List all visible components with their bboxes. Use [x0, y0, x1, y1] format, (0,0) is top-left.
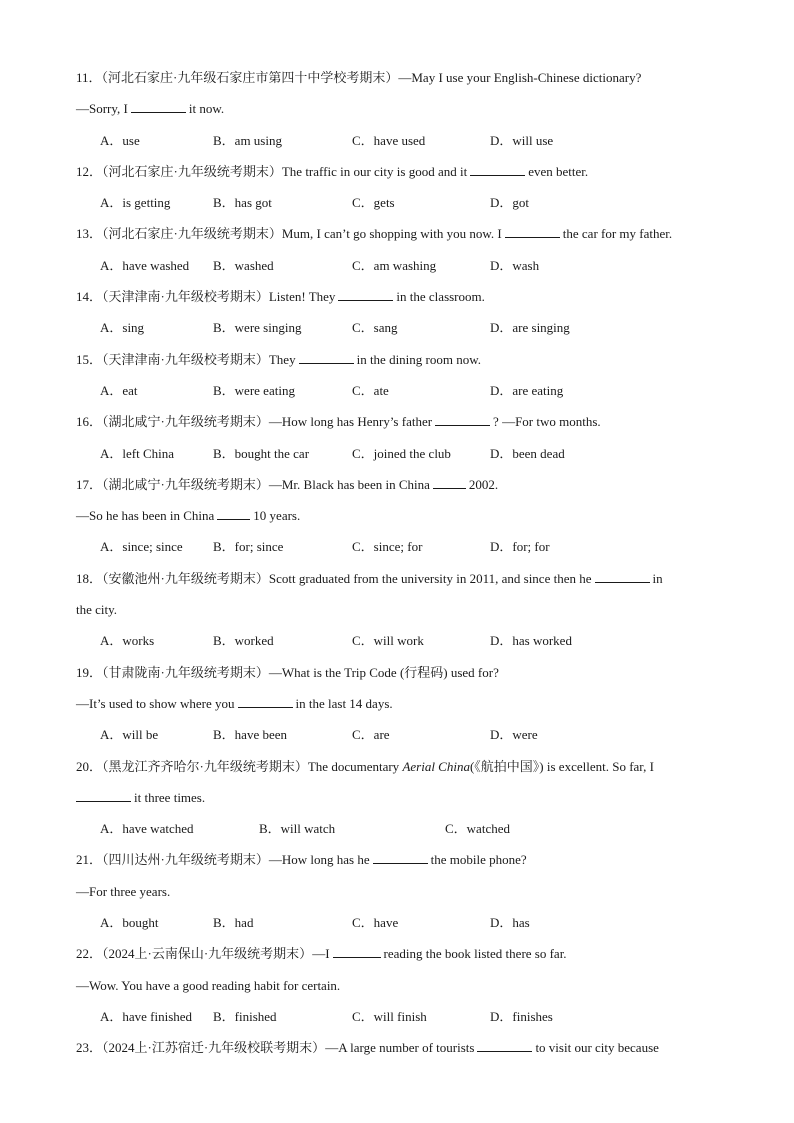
options-row	[76, 719, 726, 750]
question-number: 13．	[76, 226, 103, 242]
question-text: in the classroom.	[396, 289, 485, 305]
question-text: Listen! They	[268, 289, 336, 305]
option-b: B．has got	[213, 195, 272, 211]
option-b: B．for; since	[213, 539, 284, 555]
answer-blank	[477, 1039, 532, 1052]
question-text: —Mr. Black has been in China	[268, 476, 430, 492]
question-text: it now.	[188, 101, 225, 117]
option-b: B．had	[213, 915, 254, 931]
option-a: A．have watched	[100, 821, 194, 837]
option-c: C．have used	[352, 132, 426, 148]
option-c: C．am washing	[352, 257, 437, 273]
options-row	[76, 250, 726, 281]
answer-blank	[505, 225, 560, 238]
question-text: —Sorry, I	[76, 101, 128, 117]
option-a: A．eat	[100, 382, 138, 398]
option-b: B．bought the car	[213, 445, 310, 461]
option-c: C．are	[352, 727, 390, 743]
option-c: C．since; for	[352, 539, 423, 555]
option-d: D．got	[490, 195, 530, 211]
question-13	[76, 218, 726, 249]
option-d: D．were	[490, 727, 538, 743]
option-b: B．finished	[213, 1008, 277, 1024]
question-number: 22．	[76, 946, 103, 962]
question-source: （甘肃陇南·九年级统考期末）	[102, 664, 269, 680]
question-number: 17．	[76, 476, 103, 492]
answer-blank	[333, 945, 381, 958]
options-row	[76, 312, 726, 343]
documentary-title: Aerial China	[402, 758, 470, 774]
question-text: ? —For two months.	[493, 414, 601, 430]
answer-blank	[433, 476, 466, 489]
question-text: it three times.	[134, 789, 206, 805]
answer-blank	[338, 288, 393, 301]
question-text: the car for my father.	[562, 226, 673, 242]
question-number: 19．	[76, 664, 103, 680]
option-d: D．are singing	[490, 320, 570, 336]
question-text: 10 years.	[253, 508, 301, 524]
question-19	[76, 657, 726, 688]
question-source: （2024上·云南保山·九年级统考期末）	[102, 946, 313, 962]
question-21	[76, 844, 726, 875]
question-number: 11．	[76, 70, 102, 85]
option-d: D．finishes	[490, 1008, 553, 1024]
question-14	[76, 281, 726, 312]
answer-blank	[76, 789, 131, 802]
question-source: （黑龙江齐齐哈尔·九年级统考期末）	[102, 758, 308, 774]
options-row	[76, 1001, 726, 1032]
option-c: C．joined the club	[352, 445, 451, 461]
question-text: Mum, I can’t go shopping with you now. I	[281, 226, 502, 242]
option-b: B．worked	[213, 633, 274, 649]
option-a: A．since; since	[100, 539, 183, 555]
option-d: D．are eating	[490, 382, 564, 398]
question-text: —For three years.	[76, 883, 171, 899]
options-row	[76, 907, 726, 938]
question-12	[76, 156, 726, 187]
question-text: —So he has been in China	[76, 508, 215, 524]
question-22	[76, 938, 726, 969]
option-d: D．for; for	[490, 539, 550, 555]
option-d: D．wash	[490, 257, 540, 273]
question-17	[76, 469, 726, 500]
question-19-line-2	[76, 688, 726, 719]
question-23	[76, 1032, 726, 1063]
option-d: D．will use	[490, 132, 554, 148]
question-text: to visit our city because	[535, 1040, 659, 1056]
answer-blank	[217, 507, 250, 520]
question-source: （河北石家庄·九年级石家庄市第四十中学校考期末）	[101, 70, 399, 85]
question-list	[76, 62, 726, 1064]
option-c: C．will finish	[352, 1008, 427, 1024]
answer-blank	[238, 695, 293, 708]
question-20	[76, 751, 726, 782]
question-22-line-2	[76, 970, 726, 1001]
options-row	[76, 187, 726, 218]
option-b: B．washed	[213, 257, 274, 273]
option-d: D．been dead	[490, 445, 565, 461]
question-source: （湖北咸宁·九年级统考期末）	[102, 414, 269, 430]
options-row	[76, 375, 726, 406]
question-text: —May I use your English-Chinese dictionary?	[398, 70, 642, 85]
question-text: —Wow. You have a good reading habit for certain.	[76, 977, 341, 993]
question-source: （2024上·江苏宿迁·九年级校联考期末）	[102, 1040, 326, 1056]
options-row	[76, 531, 726, 562]
option-b: B．will watch	[259, 821, 336, 837]
answer-blank	[470, 163, 525, 176]
question-text: in	[652, 570, 663, 586]
answer-blank	[435, 413, 490, 426]
option-c: C．gets	[352, 195, 395, 211]
option-a: A．is getting	[100, 195, 171, 211]
option-c: C．watched	[445, 821, 510, 837]
question-text: the city.	[76, 602, 118, 618]
question-source: （四川达州·九年级统考期末）	[102, 852, 269, 868]
question-18-line-2	[76, 594, 726, 625]
question-text: the mobile phone?	[430, 852, 527, 868]
question-text: —How long has Henry’s father	[268, 414, 433, 430]
answer-blank	[595, 570, 650, 583]
question-text: The documentary	[307, 758, 400, 774]
question-number: 12．	[76, 163, 103, 179]
option-a: A．have washed	[100, 257, 190, 273]
question-21-line-2	[76, 876, 726, 907]
options-row	[76, 125, 726, 156]
option-a: A．works	[100, 633, 155, 649]
question-source: （天津津南·九年级校考期末）	[102, 289, 269, 305]
question-16	[76, 406, 726, 437]
options-row	[76, 813, 726, 844]
question-text: Scott graduated from the university in 2011, and since then he	[268, 570, 592, 586]
question-source: （安徽池州·九年级统考期末）	[102, 570, 269, 586]
option-c: C．will work	[352, 633, 424, 649]
question-number: 23．	[76, 1040, 103, 1056]
option-a: A．left China	[100, 445, 175, 461]
question-text: in the dining room now.	[356, 351, 482, 367]
question-text: —How long has he	[268, 852, 370, 868]
question-number: 16．	[76, 414, 103, 430]
question-text: even better.	[528, 163, 589, 179]
question-source: （天津津南·九年级校考期末）	[102, 351, 269, 367]
question-text: —I	[312, 946, 330, 962]
answer-blank	[131, 100, 186, 113]
option-c: C．sang	[352, 320, 398, 336]
options-row	[76, 625, 726, 656]
option-a: A．have finished	[100, 1008, 193, 1024]
option-d: D．has	[490, 915, 530, 931]
question-number: 14．	[76, 289, 103, 305]
question-20-line-2	[76, 782, 726, 813]
options-row	[76, 438, 726, 469]
question-number: 20．	[76, 758, 103, 774]
option-a: A．use	[100, 132, 140, 148]
option-b: B．were eating	[213, 382, 295, 398]
question-source: （湖北咸宁·九年级统考期末）	[102, 476, 269, 492]
option-a: A．bought	[100, 915, 159, 931]
option-b: B．have been	[213, 727, 288, 743]
question-11-line-2	[76, 93, 726, 124]
option-c: C．ate	[352, 382, 389, 398]
option-d: D．has worked	[490, 633, 572, 649]
question-source: （河北石家庄·九年级统考期末）	[102, 226, 282, 242]
question-18	[76, 563, 726, 594]
option-a: A．will be	[100, 727, 159, 743]
question-text: The traffic in our city is good and it	[281, 163, 468, 179]
question-number: 21．	[76, 852, 103, 868]
option-b: B．am using	[213, 132, 282, 148]
question-15	[76, 344, 726, 375]
question-text: reading the book listed there so far.	[383, 946, 567, 962]
question-text: They	[268, 351, 296, 367]
question-number: 15．	[76, 351, 103, 367]
question-11	[76, 62, 726, 93]
answer-blank	[373, 851, 428, 864]
question-text: —It’s used to show where you	[76, 695, 235, 711]
option-c: C．have	[352, 915, 399, 931]
question-17-line-2	[76, 500, 726, 531]
question-text: —A large number of tourists	[325, 1040, 475, 1056]
question-text: —What is the Trip Code (行程码) used for?	[268, 664, 499, 680]
option-b: B．were singing	[213, 320, 302, 336]
option-a: A．sing	[100, 320, 145, 336]
question-source: （河北石家庄·九年级统考期末）	[102, 163, 282, 179]
question-text: in the last 14 days.	[295, 695, 393, 711]
question-number: 18．	[76, 570, 103, 586]
question-text: 2002.	[468, 476, 499, 492]
answer-blank	[299, 351, 354, 364]
question-text: (《航拍中国》) is excellent. So far, I	[469, 758, 654, 774]
